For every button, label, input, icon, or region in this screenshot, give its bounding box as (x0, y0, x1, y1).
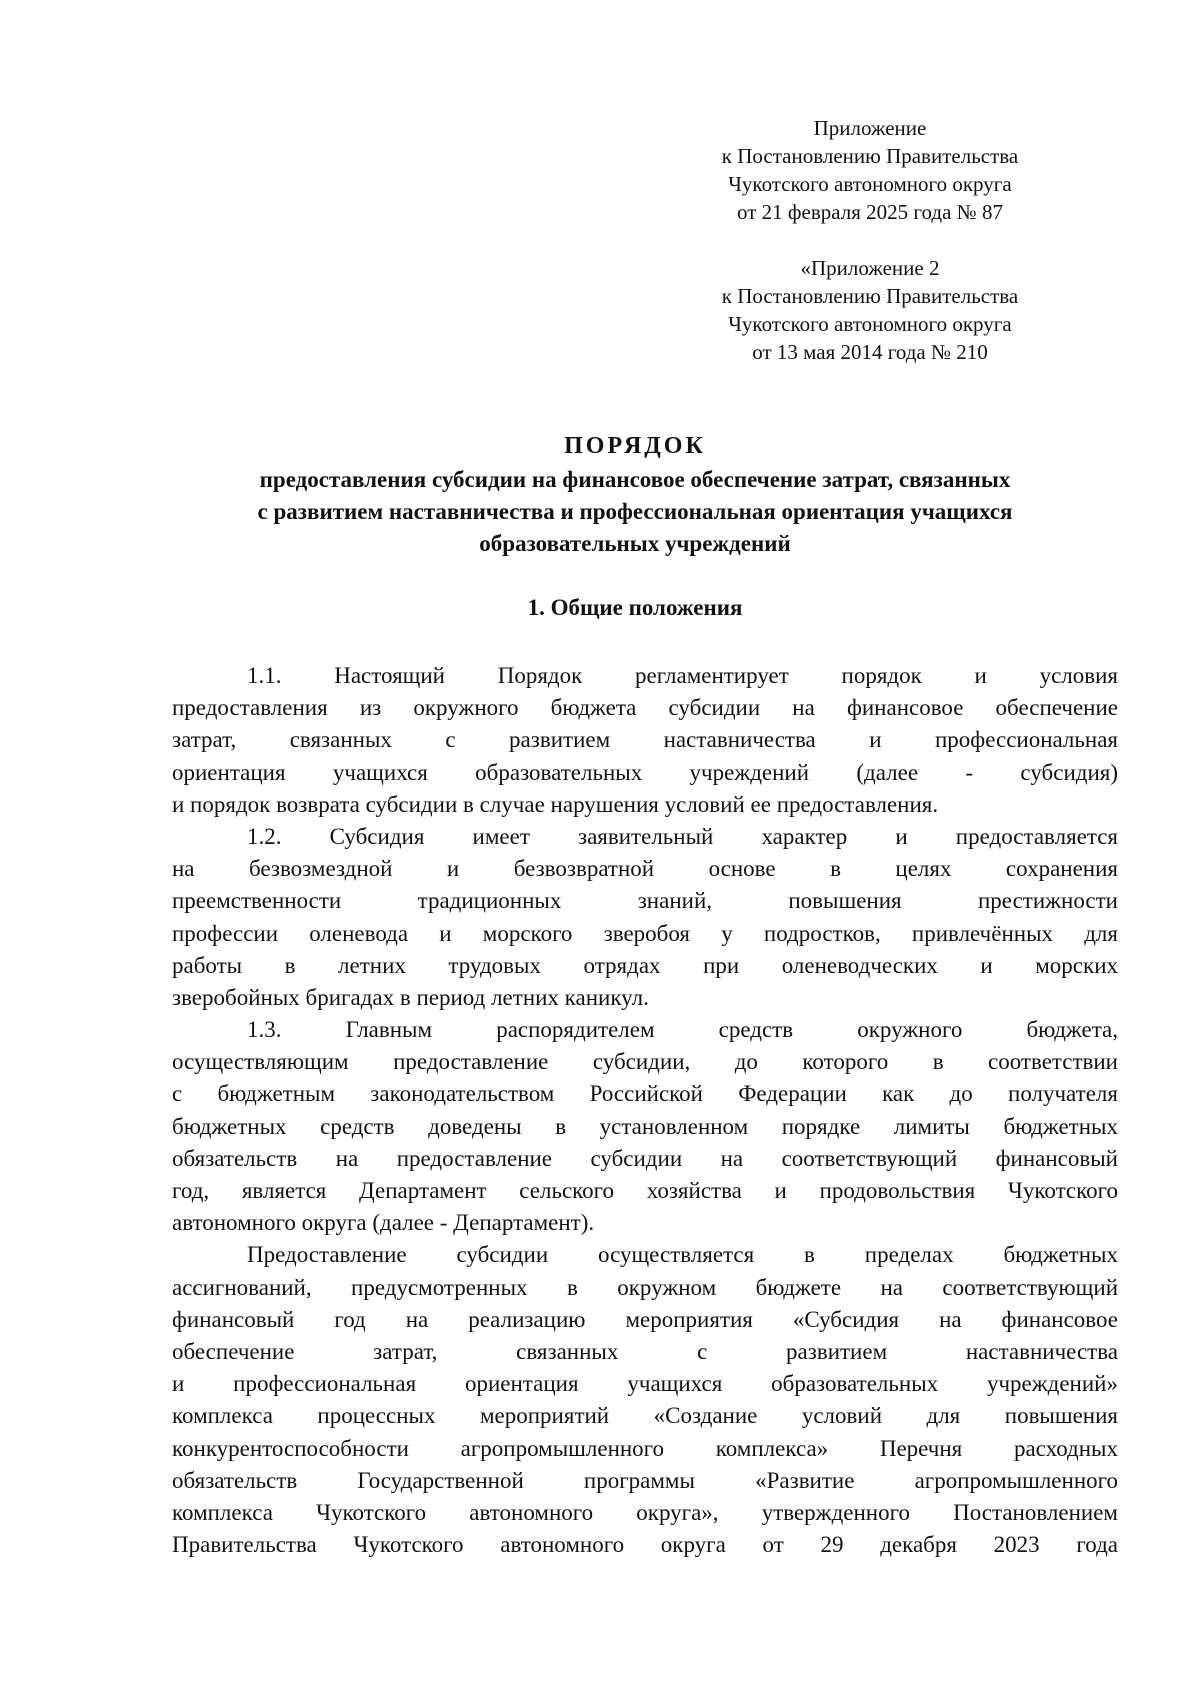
subtitle-line: предоставления субсидии на финансовое обеспечение затрат, связанных (259, 467, 1011, 492)
subtitle-line: образовательных учреждений (479, 531, 791, 556)
attachment-line: Чукотского автономного округа (728, 172, 1012, 196)
paragraph-line: 1.3. Главным распорядителем средств окружного бюджета, (247, 1017, 1118, 1043)
paragraph-line: ориентация учащихся образовательных учреждений (далее - субсидия) (172, 759, 1118, 785)
paragraph-line: конкурентоспособности агропромышленного комплекса» Перечня расходных (172, 1435, 1118, 1461)
paragraph-line: осуществляющим предоставление субсидии, до которого в соответствии (172, 1049, 1118, 1075)
paragraph-line: комплекса процессных мероприятий «Создание условий для повышения (172, 1403, 1118, 1429)
paragraph-line: и профессиональная ориентация учащихся образовательных учреждений» (172, 1371, 1118, 1397)
paragraph-line: зверобойных бригадах в период летних каникул. (172, 984, 649, 1010)
attachment-line: «Приложение 2 (800, 256, 940, 280)
paragraph-line: бюджетных средств доведены в установленном порядке лимиты бюджетных (172, 1113, 1118, 1139)
paragraph-line: с бюджетным законодательством Российской Федерации как до получателя (172, 1081, 1118, 1107)
paragraph-line: 1.1. Настоящий Порядок регламентирует порядок и условия (247, 663, 1118, 688)
paragraph-line: предоставления из окружного бюджета субсидии на финансовое обеспечение (172, 695, 1118, 721)
section-heading: 1. Общие положения (527, 595, 743, 620)
document-title: ПОРЯДОК (564, 433, 706, 459)
attachment-line: к Постановлению Правительства (721, 284, 1019, 308)
document-subtitle (170, 464, 1100, 560)
document-title-block (170, 428, 1100, 560)
paragraph-line: год, является Департамент сельского хозяйства и продовольствия Чукотского (172, 1178, 1118, 1203)
attachment-line: Чукотского автономного округа (728, 312, 1012, 336)
paragraph-line: на безвозмездной и безвозвратной основе в целях сохранения (172, 856, 1118, 882)
attachment-line: от 13 мая 2014 года № 210 (752, 340, 988, 364)
paragraph-line: финансовый год на реализацию мероприятия «Субсидия на финансовое (172, 1306, 1118, 1332)
paragraph-line: Правительства Чукотского автономного округа от 29 декабря 2023 года (172, 1532, 1118, 1558)
paragraph-line: комплекса Чукотского автономного округа», утвержденного Постановлением (172, 1499, 1118, 1525)
paragraph-line: ассигнований, предусмотренных в окружном бюджете на соответствующий (172, 1274, 1118, 1300)
section-body (172, 660, 1118, 1561)
paragraph-line: Предоставление субсидии осуществляется в пределах бюджетных (247, 1242, 1118, 1268)
paragraph-line: обеспечение затрат, связанных с развитием наставничества (172, 1338, 1118, 1364)
paragraph-line: профессии оленевода и морского зверобоя у подростков, привлечённых для (172, 920, 1118, 946)
paragraph-line: работы в летних трудовых отрядах при оленеводческих и морских (172, 952, 1118, 978)
attachment-line: к Постановлению Правительства (721, 144, 1019, 168)
paragraph-line: обязательств Государственной программы «Развитие агропромышленного (172, 1467, 1118, 1493)
subtitle-line: с развитием наставничества и профессиональная ориентация учащихся (257, 499, 1013, 524)
attachment-line: Приложение (813, 116, 927, 140)
paragraph-line: затрат, связанных с развитием наставничества и профессиональная (172, 727, 1118, 753)
paragraph-line: и порядок возврата субсидии в случае нарушения условий ее предоставления. (172, 791, 939, 817)
attachment-note-2 (700, 254, 1040, 366)
attachment-note-1 (700, 114, 1040, 226)
attachment-line: от 21 февраля 2025 года № 87 (737, 200, 1003, 224)
paragraph-line: преемственности традиционных знаний, повышения престижности (172, 888, 1118, 914)
paragraph-line: обязательств на предоставление субсидии на соответствующий финансовый (172, 1145, 1118, 1171)
paragraph-line: автономного округа (далее - Департамент). (172, 1210, 595, 1236)
paragraph-line: 1.2. Субсидия имеет заявительный характер и предоставляется (247, 823, 1118, 849)
